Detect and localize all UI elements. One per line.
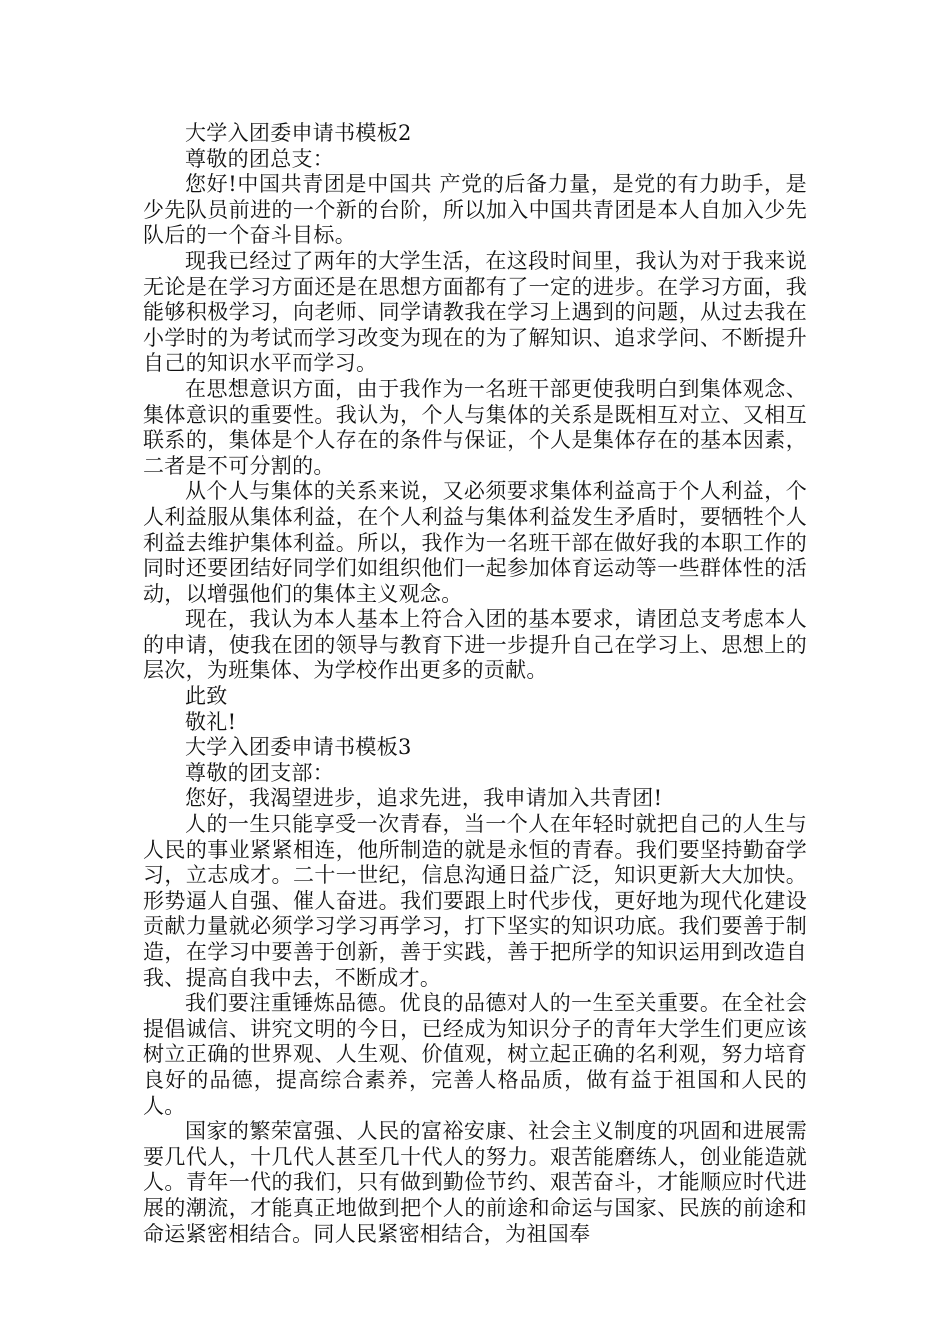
paragraph: 从个人与集体的关系来说，又必须要求集体利益高于个人利益，个人利益服从集体利益，在个人利益与集体利益发生矛盾时，要牺牲个人利益去维护集体利益。所以，我作为一名班干部在做好我的本职工作的同时还要团结好同学们如组织他们一起参加体育运动等一些群体性的活动，以增强他们的集体主义观念。	[143, 479, 807, 606]
paragraph: 您好!中国共青团是中国共 产党的后备力量，是党的有力助手，是少先队员前进的一个新的台阶，所以加入中国共青团是本人自加入少先队后的一个奋斗目标。	[143, 172, 807, 248]
paragraph: 人的一生只能享受一次青春，当一个人在年轻时就把自己的人生与人民的事业紧紧相连，他所制造的就是永恒的青春。我们要坚持勤奋学习，立志成才。二十一世纪，信息沟通日益广泛，知识更新大大加快。形势逼人自强、催人奋进。我们要跟上时代步伐，更好地为现代化建设贡献力量就必须学习学习再学习，打下坚实的知识功底。我们要善于制造，在学习中要善于创新，善于实践，善于把所学的知识运用到改造自我、提高自我中去，不断成才。	[143, 812, 807, 990]
paragraph: 现我已经过了两年的大学生活，在这段时间里，我认为对于我来说无论是在学习方面还是在思想方面都有了一定的进步。在学习方面，我能够积极学习，向老师、同学请教我在学习上遇到的问题，从过去我在小学时的为考试而学习改变为现在的为了解知识、追求学问、不断提升自己的知识水平而学习。	[143, 248, 807, 376]
closing-2: 敬礼!	[185, 709, 237, 734]
paragraph: 我们要注重锤炼品德。优良的品德对人的一生至关重要。在全社会提倡诚信、讲究文明的今日，已经成为知识分子的青年大学生们更应该树立正确的世界观、人生观、价值观，树立起正确的名利观，努力培育良好的品德，提高综合素养，完善人格品质，做有益于祖国和人民的人。	[143, 991, 807, 1118]
paragraph: 国家的繁荣富强、人民的富裕安康、社会主义制度的巩固和进展需要几代人，十几代人甚至几十代人的努力。艰苦能磨练人，创业能造就人。青年一代的我们，只有做到勤俭节约、艰苦奋斗，才能顺应时代进展的潮流，才能真正地做到把个人的前途和命运与国家、民族的前途和命运紧密相结合。同人民紧密相结合，为祖国奉	[143, 1119, 807, 1246]
paragraph: 现在，我认为本人基本上符合入团的基本要求，请团总支考虑本人的申请，使我在团的领导与教育下进一步提升自己在学习上、思想上的层次，为班集体、为学校作出更多的贡献。	[143, 607, 807, 683]
heading-template-2: 大学入团委申请书模板2	[185, 121, 412, 145]
salutation-1: 尊敬的团总支：	[185, 146, 335, 171]
heading-template-3: 大学入团委申请书模板3	[185, 735, 412, 760]
paragraph: 您好，我渴望进步，追求先进，我申请加入共青团!	[185, 786, 663, 811]
closing-1: 此致	[185, 684, 228, 709]
document-body	[143, 121, 807, 1247]
paragraph: 在思想意识方面，由于我作为一名班干部更使我明白到集体观念、集体意识的重要性。我认为，个人与集体的关系是既相互对立、又相互联系的，集体是个人存在的条件与保证，个人是集体存在的基本因素，二者是不可分割的。	[143, 376, 807, 478]
salutation-2: 尊敬的团支部：	[185, 760, 335, 785]
